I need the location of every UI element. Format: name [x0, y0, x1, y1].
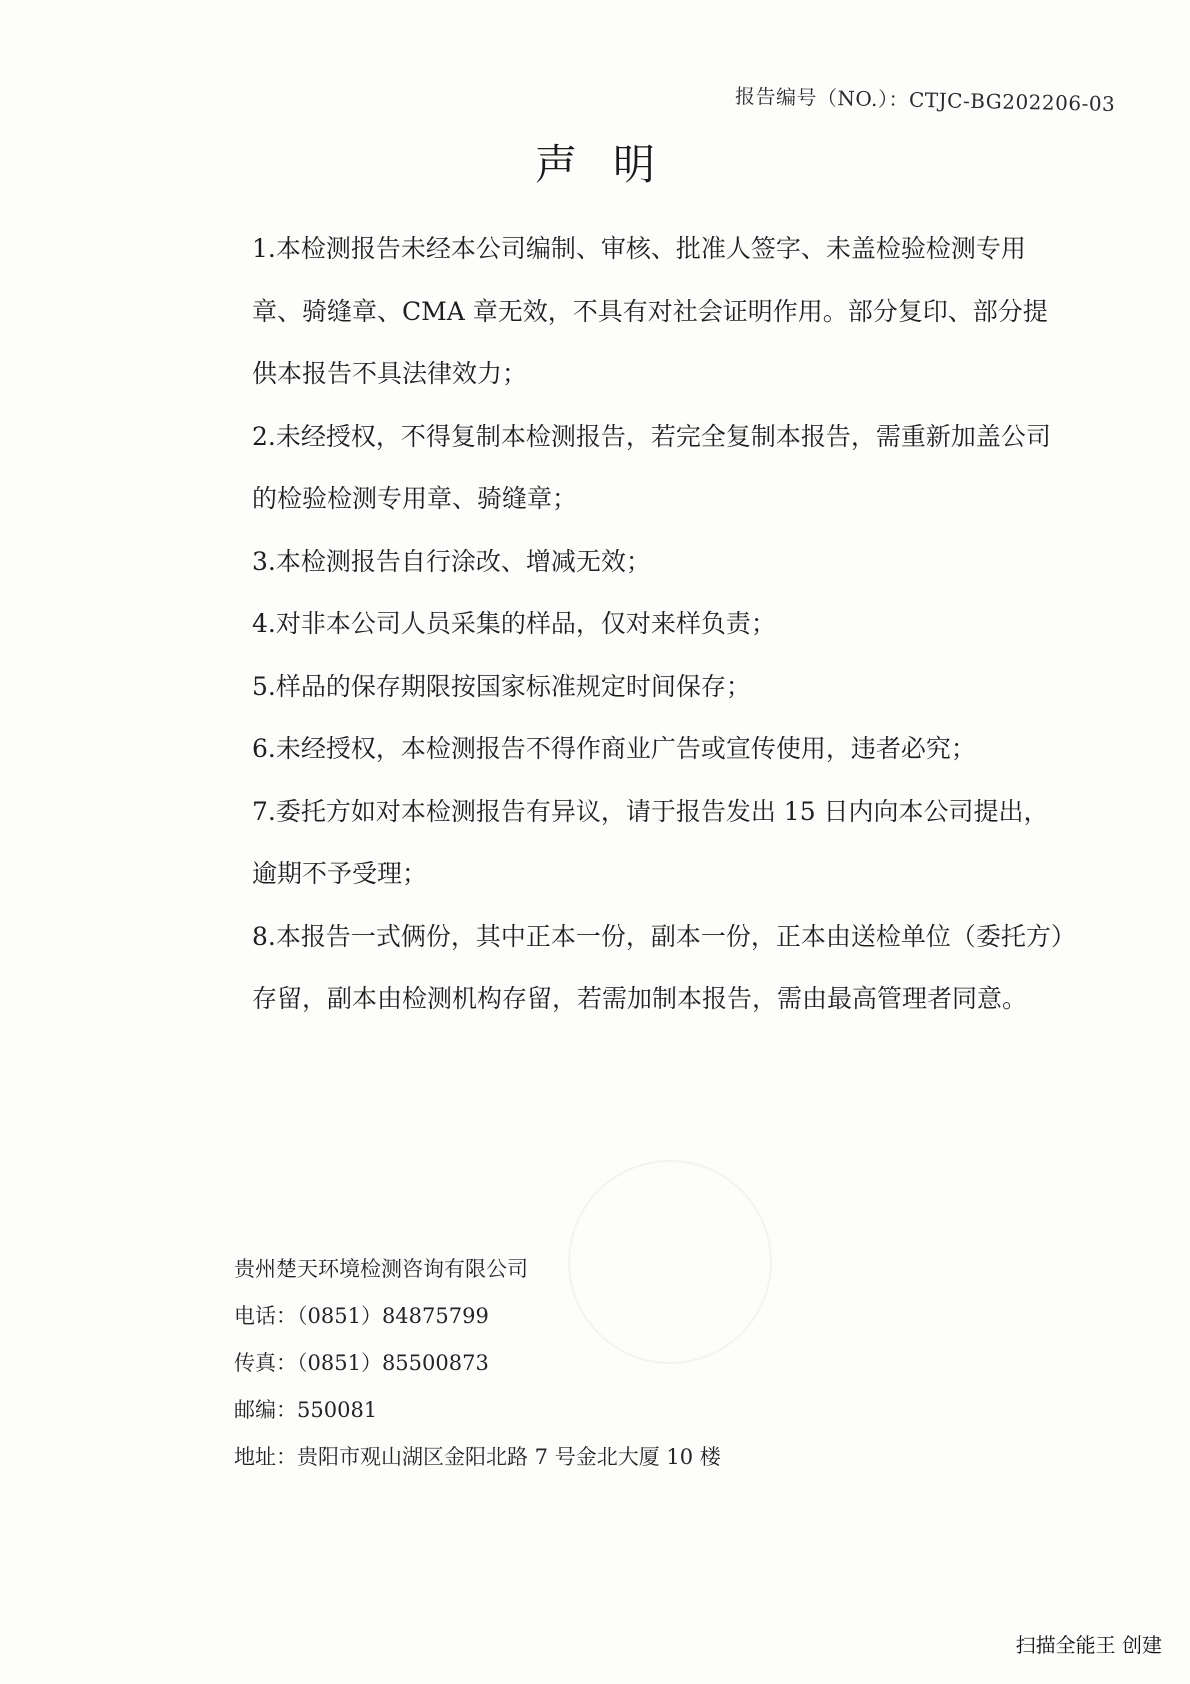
page-title: 声明: [534, 140, 691, 189]
company-name: 贵州楚天环境检测咨询有限公司: [234, 1257, 528, 1281]
clause-7: 7.委托方如对本检测报告有异议，请于报告发出 15 日内向本公司提出，逾期不予受理；: [252, 796, 1049, 888]
declaration-clauses: [252, 218, 1072, 1031]
clause-6: 6.未经授权，本检测报告不得作商业广告或宣传使用，违者必究；: [252, 734, 976, 763]
contact-block: [234, 1246, 721, 1481]
clause-4: 4.对非本公司人员采集的样品，仅对来样负责；: [252, 609, 776, 638]
clause-2: 2.未经授权，不得复制本检测报告，若完全复制本报告，需重新加盖公司的检验检测专用章、骑缝章；: [252, 421, 1051, 513]
phone-line: 电话：（0851）84875799: [234, 1304, 489, 1328]
clause-3: 3.本检测报告自行涂改、增减无效；: [252, 546, 651, 576]
postcode-line: 邮编：550081: [234, 1398, 378, 1422]
report-number: 报告编号（NO.）：CTJC-BG202206-03: [734, 84, 1116, 116]
clause-1: 1.本检测报告未经本公司编制、审核、批准人签字、未盖检验检测专用章、骑缝章、CMA 章无效，不具有对社会证明作用。部分复印、部分提供本报告不具法律效力；: [252, 234, 1048, 388]
clause-5: 5.样品的保存期限按国家标准规定时间保存；: [252, 671, 751, 701]
scanner-watermark: 扫描全能王 创建: [1015, 1633, 1162, 1657]
clause-8: 8.本报告一式俩份，其中正本一份，副本一份，正本由送检单位（委托方）存留，副本由检测机构存留，若需加制本报告，需由最高管理者同意。: [252, 921, 1064, 1013]
fax-line: 传真：（0851）85500873: [234, 1351, 489, 1375]
address-line: 地址：贵阳市观山湖区金阳北路 7 号金北大厦 10 楼: [234, 1445, 721, 1469]
